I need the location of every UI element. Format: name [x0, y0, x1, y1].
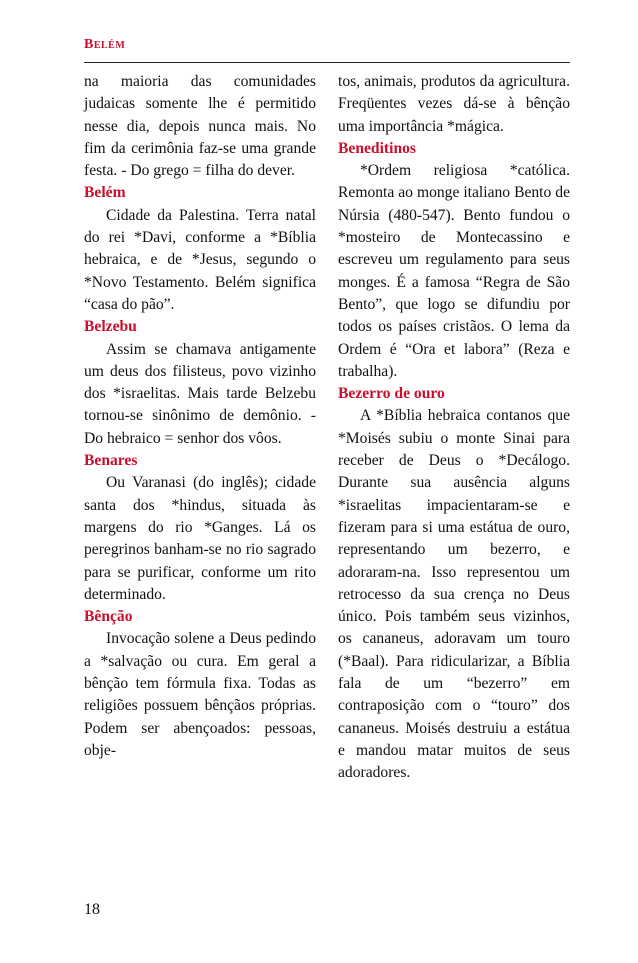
header-rule: [84, 62, 570, 63]
entry-definition-benares: Ou Varanasi (do inglês); cidade santa dos *hindus, situada às margens do rio *Ganges. Lá os peregrinos banham-se no rio sagrado para se purificar, conforme um rito determinado.: [84, 474, 316, 603]
entry-definition-bencao: Invocação solene a Deus pedindo a *salvação ou cura. Em geral a bênção tem fórmula fixa. Todas as religiões possuem bênçãos próprias. Podem ser abençoados: pessoas, obje-: [84, 630, 316, 759]
entry-term-belem: Belém: [84, 184, 126, 202]
running-header: Belém: [84, 37, 126, 52]
entry-definition-belzebu: Assim se chamava antigamente um deus dos filisteus, povo vizinho dos *israelitas. Mais tarde Belzebu tornou-se sinônimo de demônio. - Do hebraico = senhor dos vôos.: [84, 340, 316, 447]
entry-term-bencao: Bênção: [84, 608, 133, 626]
entry-term-beneditinos: Beneditinos: [338, 139, 416, 157]
page-number: 18: [84, 901, 100, 918]
continuation-text: na maioria das comunidades judaicas somente lhe é permitido nesse dia, depois nunca mais. No fim da cerimônia faz-se uma grande festa. - Do grego = filha do dever.: [84, 73, 316, 180]
right-column: [338, 71, 570, 785]
continuation-text: tos, animais, produtos da agricultura. Freqüentes vezes dá-se à bênção uma importância *mágica.: [338, 73, 570, 135]
left-column: [84, 71, 316, 762]
entry-definition-bezerro-de-ouro: A *Bíblia hebraica contanos que *Moisés subiu o monte Sinai para receber de Deus o *Decálogo. Durante sua ausência alguns *israelitas impacientaram-se e fizeram para si uma estátua de ouro, representando um bezerro, e adoraram-na. Isso representou um retrocesso da sua crença no Deus único. Pois também seus vizinhos, os cananeus, adoravam um touro (*Baal). Para ridicularizar, a Bíblia fala de um “bezerro” em contraposição com o “touro” dos cananeus. Moisés destruiu a estátua e mandou matar muitos de seus adoradores.: [338, 407, 570, 782]
entry-definition-belem: Cidade da Palestina. Terra natal do rei *Davi, conforme a *Bíblia hebraica, e de *Jesus, segundo o *Novo Testamento. Belém significa “casa do pão”.: [84, 206, 316, 313]
entry-term-bezerro-de-ouro: Bezerro de ouro: [338, 385, 445, 403]
entry-definition-beneditinos: *Ordem religiosa *católica. Remonta ao monge italiano Bento de Núrsia (480-547). Bento fundou o *mosteiro de Montecassino e escreveu um regulamento para seus monges. É a famosa “Regra de São Bento”, que logo se difundiu por todos os países cristãos. O lema da Ordem é “Ora et labora” (Reza e trabalha).: [338, 162, 570, 380]
entry-term-belzebu: Belzebu: [84, 318, 137, 336]
entry-term-benares: Benares: [84, 452, 138, 470]
